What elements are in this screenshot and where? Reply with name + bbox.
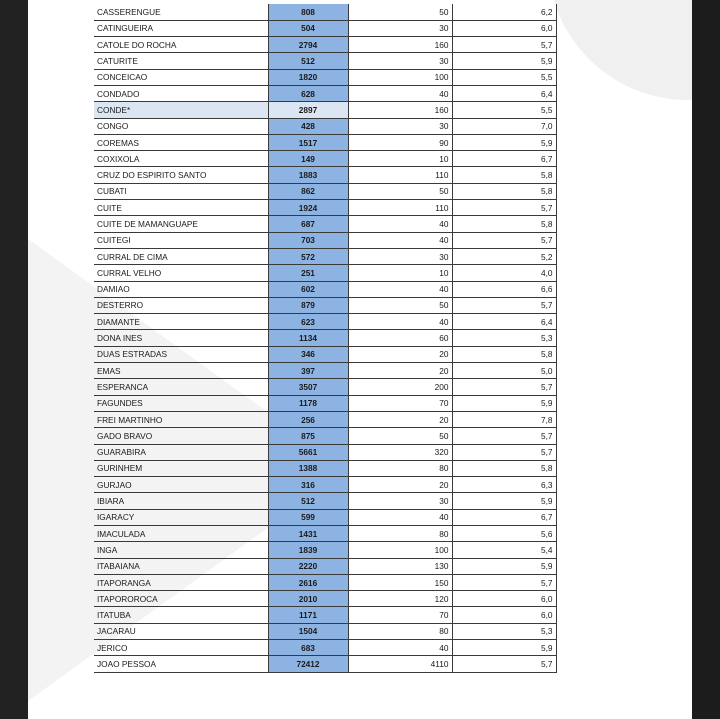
municipality-name-cell: CONDADO: [94, 85, 268, 101]
quantity-cell: 30: [348, 493, 452, 509]
table-row: [94, 200, 556, 216]
population-cell: 5661: [268, 444, 348, 460]
municipality-name-cell: CONGO: [94, 118, 268, 134]
municipality-name-cell: JOAO PESSOA: [94, 656, 268, 672]
municipality-name-cell: CUITE DE MAMANGUAPE: [94, 216, 268, 232]
rate-cell: 6,4: [452, 314, 556, 330]
municipality-name-cell: JERICO: [94, 640, 268, 656]
population-cell: 2794: [268, 37, 348, 53]
municipality-name-cell: CATOLE DO ROCHA: [94, 37, 268, 53]
municipality-name-cell: GURINHEM: [94, 460, 268, 476]
municipality-name-cell: CASSERENGUE: [94, 4, 268, 20]
rate-cell: 5,9: [452, 640, 556, 656]
population-cell: 1883: [268, 167, 348, 183]
table-row: [94, 37, 556, 53]
table-row: [94, 265, 556, 281]
municipality-name-cell: CATINGUEIRA: [94, 20, 268, 36]
quantity-cell: 20: [348, 477, 452, 493]
table-row: [94, 526, 556, 542]
rate-cell: 5,8: [452, 346, 556, 362]
rate-cell: 5,3: [452, 623, 556, 639]
rate-cell: 5,8: [452, 216, 556, 232]
municipality-name-cell: ITAPOROROCA: [94, 591, 268, 607]
rate-cell: 5,7: [452, 574, 556, 590]
table-row: [94, 640, 556, 656]
municipality-name-cell: IBIARA: [94, 493, 268, 509]
population-cell: 149: [268, 151, 348, 167]
population-cell: 3507: [268, 379, 348, 395]
quantity-cell: 130: [348, 558, 452, 574]
population-cell: 2220: [268, 558, 348, 574]
table-row: [94, 411, 556, 427]
population-cell: 256: [268, 411, 348, 427]
population-cell: 599: [268, 509, 348, 525]
municipality-name-cell: GURJAO: [94, 477, 268, 493]
table-row: [94, 297, 556, 313]
population-cell: 879: [268, 297, 348, 313]
table-row: [94, 281, 556, 297]
population-cell: 72412: [268, 656, 348, 672]
table-row: [94, 542, 556, 558]
quantity-cell: 110: [348, 167, 452, 183]
population-cell: 683: [268, 640, 348, 656]
quantity-cell: 40: [348, 640, 452, 656]
rate-cell: 6,2: [452, 4, 556, 20]
rate-cell: 5,5: [452, 102, 556, 118]
left-dark-margin: [0, 0, 28, 719]
population-cell: 428: [268, 118, 348, 134]
rate-cell: 7,0: [452, 118, 556, 134]
quantity-cell: 4110: [348, 656, 452, 672]
quantity-cell: 30: [348, 20, 452, 36]
population-cell: 2897: [268, 102, 348, 118]
table-row: [94, 591, 556, 607]
quantity-cell: 50: [348, 183, 452, 199]
population-cell: 628: [268, 85, 348, 101]
municipality-name-cell: CUITE: [94, 200, 268, 216]
rate-cell: 5,7: [452, 656, 556, 672]
table-row: [94, 85, 556, 101]
rate-cell: 5,7: [452, 200, 556, 216]
rate-cell: 6,0: [452, 607, 556, 623]
quantity-cell: 10: [348, 151, 452, 167]
table-row: [94, 118, 556, 134]
municipality-name-cell: CONDE*: [94, 102, 268, 118]
quantity-cell: 50: [348, 297, 452, 313]
quantity-cell: 40: [348, 232, 452, 248]
rate-cell: 5,9: [452, 558, 556, 574]
table-row: [94, 134, 556, 150]
table-row: [94, 102, 556, 118]
table-row: [94, 53, 556, 69]
rate-cell: 5,9: [452, 395, 556, 411]
population-cell: 687: [268, 216, 348, 232]
population-cell: 875: [268, 428, 348, 444]
rate-cell: 5,9: [452, 493, 556, 509]
quantity-cell: 60: [348, 330, 452, 346]
population-cell: 251: [268, 265, 348, 281]
municipality-name-cell: ITABAIANA: [94, 558, 268, 574]
population-cell: 346: [268, 346, 348, 362]
rate-cell: 4,0: [452, 265, 556, 281]
table-row: [94, 623, 556, 639]
table-row: [94, 460, 556, 476]
rate-cell: 5,8: [452, 460, 556, 476]
population-cell: 1171: [268, 607, 348, 623]
municipality-name-cell: ITATUBA: [94, 607, 268, 623]
municipality-name-cell: DUAS ESTRADAS: [94, 346, 268, 362]
population-cell: 602: [268, 281, 348, 297]
table-row: [94, 379, 556, 395]
quantity-cell: 80: [348, 623, 452, 639]
quantity-cell: 320: [348, 444, 452, 460]
quantity-cell: 20: [348, 363, 452, 379]
quantity-cell: 20: [348, 411, 452, 427]
table-row: [94, 558, 556, 574]
municipality-name-cell: GUARABIRA: [94, 444, 268, 460]
municipality-name-cell: FREI MARTINHO: [94, 411, 268, 427]
municipality-table: [94, 4, 557, 673]
population-cell: 397: [268, 363, 348, 379]
population-cell: 1134: [268, 330, 348, 346]
table-row: [94, 607, 556, 623]
rate-cell: 6,3: [452, 477, 556, 493]
table-row: [94, 330, 556, 346]
quantity-cell: 70: [348, 395, 452, 411]
municipality-name-cell: CRUZ DO ESPIRITO SANTO: [94, 167, 268, 183]
municipality-name-cell: CATURITE: [94, 53, 268, 69]
population-cell: 808: [268, 4, 348, 20]
municipality-name-cell: INGA: [94, 542, 268, 558]
rate-cell: 5,7: [452, 37, 556, 53]
right-dark-margin: [692, 0, 720, 719]
population-cell: 2010: [268, 591, 348, 607]
table-row: [94, 656, 556, 672]
municipality-name-cell: COREMAS: [94, 134, 268, 150]
quantity-cell: 10: [348, 265, 452, 281]
table-row: [94, 183, 556, 199]
table-row: [94, 395, 556, 411]
table-row: [94, 167, 556, 183]
municipality-name-cell: IMACULADA: [94, 526, 268, 542]
population-cell: 862: [268, 183, 348, 199]
municipality-name-cell: COXIXOLA: [94, 151, 268, 167]
table-row: [94, 151, 556, 167]
quantity-cell: 80: [348, 460, 452, 476]
municipality-name-cell: JACARAU: [94, 623, 268, 639]
population-cell: 1178: [268, 395, 348, 411]
quantity-cell: 40: [348, 85, 452, 101]
quantity-cell: 40: [348, 281, 452, 297]
quantity-cell: 40: [348, 509, 452, 525]
municipality-name-cell: CONCEICAO: [94, 69, 268, 85]
quantity-cell: 20: [348, 346, 452, 362]
rate-cell: 6,0: [452, 591, 556, 607]
quantity-cell: 50: [348, 4, 452, 20]
table-row: [94, 509, 556, 525]
rate-cell: 6,4: [452, 85, 556, 101]
quantity-cell: 30: [348, 53, 452, 69]
quantity-cell: 200: [348, 379, 452, 395]
population-cell: 572: [268, 248, 348, 264]
rate-cell: 5,7: [452, 428, 556, 444]
table-row: [94, 314, 556, 330]
municipality-name-cell: CUBATI: [94, 183, 268, 199]
rate-cell: 6,6: [452, 281, 556, 297]
municipality-name-cell: ESPERANCA: [94, 379, 268, 395]
population-cell: 1388: [268, 460, 348, 476]
municipality-name-cell: CUITEGI: [94, 232, 268, 248]
quantity-cell: 40: [348, 314, 452, 330]
population-cell: 1820: [268, 69, 348, 85]
document-page: [28, 0, 692, 719]
population-cell: 2616: [268, 574, 348, 590]
table-row: [94, 20, 556, 36]
table-row: [94, 493, 556, 509]
table-row: [94, 346, 556, 362]
table-row: [94, 444, 556, 460]
rate-cell: 6,0: [452, 20, 556, 36]
municipality-name-cell: GADO BRAVO: [94, 428, 268, 444]
table-row: [94, 248, 556, 264]
rate-cell: 6,7: [452, 151, 556, 167]
population-cell: 316: [268, 477, 348, 493]
table-row: [94, 216, 556, 232]
municipality-name-cell: IGARACY: [94, 509, 268, 525]
quantity-cell: 120: [348, 591, 452, 607]
rate-cell: 5,8: [452, 183, 556, 199]
municipality-name-cell: ITAPORANGA: [94, 574, 268, 590]
quantity-cell: 160: [348, 102, 452, 118]
rate-cell: 5,7: [452, 297, 556, 313]
rate-cell: 5,8: [452, 167, 556, 183]
table-row: [94, 232, 556, 248]
quantity-cell: 160: [348, 37, 452, 53]
rate-cell: 5,4: [452, 542, 556, 558]
population-cell: 512: [268, 53, 348, 69]
quantity-cell: 30: [348, 248, 452, 264]
table-row: [94, 574, 556, 590]
rate-cell: 5,0: [452, 363, 556, 379]
population-cell: 504: [268, 20, 348, 36]
rate-cell: 5,7: [452, 444, 556, 460]
population-cell: 1431: [268, 526, 348, 542]
table-row: [94, 477, 556, 493]
rate-cell: 5,3: [452, 330, 556, 346]
quantity-cell: 100: [348, 542, 452, 558]
rate-cell: 5,5: [452, 69, 556, 85]
table-row: [94, 69, 556, 85]
rate-cell: 5,7: [452, 379, 556, 395]
population-cell: 1504: [268, 623, 348, 639]
municipality-name-cell: DAMIAO: [94, 281, 268, 297]
quantity-cell: 80: [348, 526, 452, 542]
quantity-cell: 30: [348, 118, 452, 134]
rate-cell: 5,7: [452, 232, 556, 248]
municipality-name-cell: DONA INES: [94, 330, 268, 346]
municipality-name-cell: CURRAL DE CIMA: [94, 248, 268, 264]
table-body: [94, 4, 556, 672]
population-cell: 1517: [268, 134, 348, 150]
municipality-name-cell: CURRAL VELHO: [94, 265, 268, 281]
table-row: [94, 363, 556, 379]
municipality-name-cell: DESTERRO: [94, 297, 268, 313]
population-cell: 623: [268, 314, 348, 330]
population-cell: 703: [268, 232, 348, 248]
rate-cell: 7,8: [452, 411, 556, 427]
rate-cell: 5,9: [452, 53, 556, 69]
population-cell: 1924: [268, 200, 348, 216]
quantity-cell: 70: [348, 607, 452, 623]
quantity-cell: 40: [348, 216, 452, 232]
quantity-cell: 150: [348, 574, 452, 590]
municipality-name-cell: FAGUNDES: [94, 395, 268, 411]
quantity-cell: 110: [348, 200, 452, 216]
rate-cell: 5,9: [452, 134, 556, 150]
background-watermark-curve: [548, 0, 692, 100]
quantity-cell: 100: [348, 69, 452, 85]
population-cell: 512: [268, 493, 348, 509]
quantity-cell: 90: [348, 134, 452, 150]
rate-cell: 6,7: [452, 509, 556, 525]
rate-cell: 5,2: [452, 248, 556, 264]
table-row: [94, 428, 556, 444]
population-cell: 1839: [268, 542, 348, 558]
municipality-name-cell: EMAS: [94, 363, 268, 379]
quantity-cell: 50: [348, 428, 452, 444]
table-row: [94, 4, 556, 20]
rate-cell: 5,6: [452, 526, 556, 542]
municipality-name-cell: DIAMANTE: [94, 314, 268, 330]
